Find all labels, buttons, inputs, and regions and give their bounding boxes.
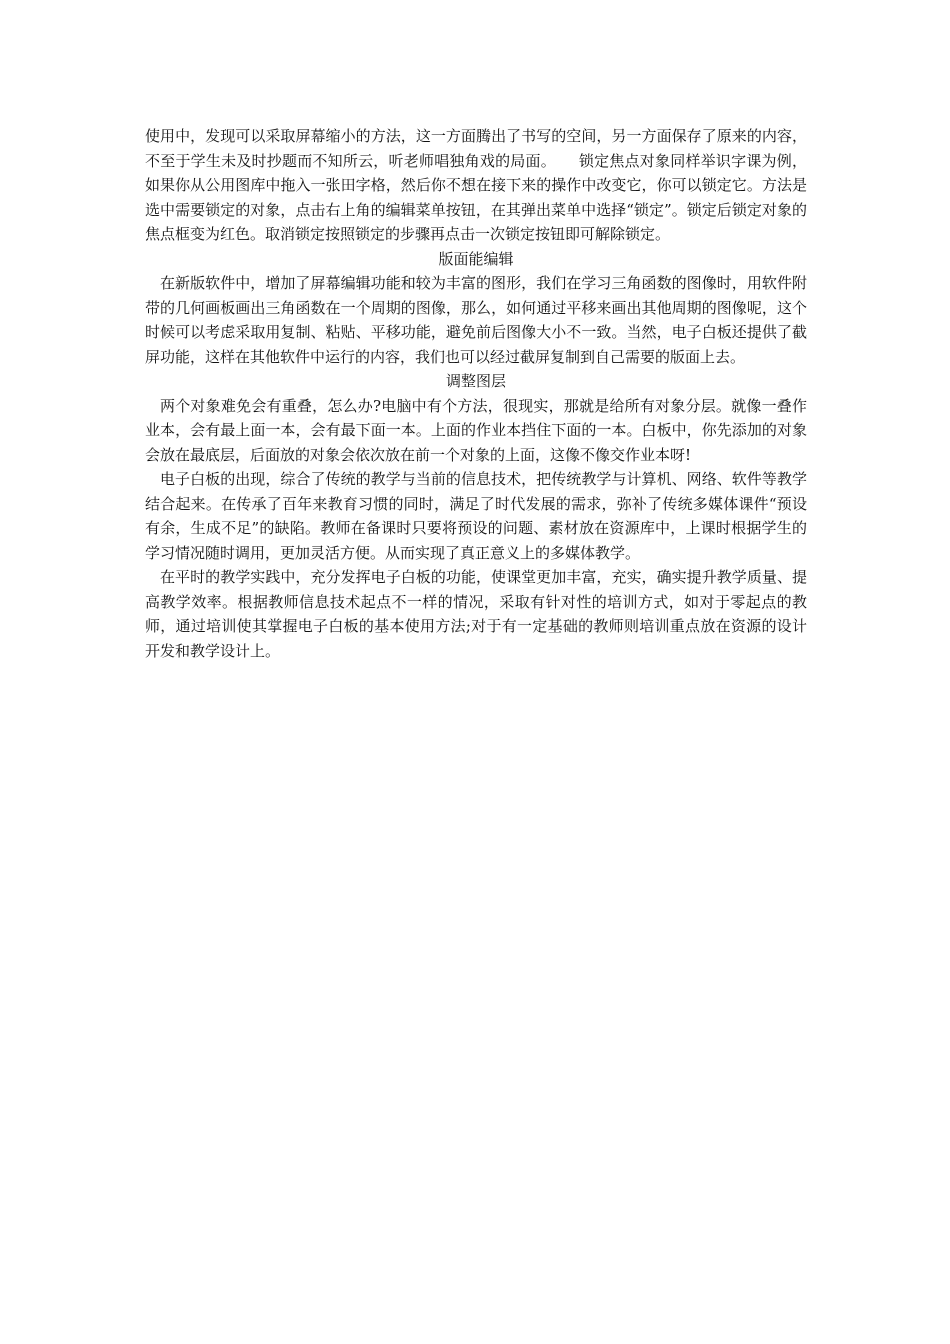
paragraph-adjust-layers: 两个对象难免会有重叠，怎么办?电脑中有个方法，很现实，那就是给所有对象分层。就像一叠作业本，会有最上面一本，会有最下面一本。上面的作业本挡住下面的一本。白板中，你先添加的对象会放在最底层，后面放的对象会依次放在前一个对象的上面，这像不像交作业本呀! [145, 396, 807, 464]
paragraph-lock-focus: 使用中，发现可以采取屏幕缩小的方法，这一方面腾出了书写的空间，另一方面保存了原来的内容，不至于学生未及时抄题而不知所云，听老师唱独角戏的局面。 锁定焦点对象同样举识字课为例，如果你从公用图库中拖入一张田字格，然后你不想在接下来的操作中改变它，你可以锁定它。方法是选中需要锁定的对象，点击右上角的编辑菜单按钮，在其弹出菜单中选择“锁定”。锁定后锁定对象的焦点框变为红色。取消锁定按照锁定的步骤再点击一次锁定按钮即可解除锁定。 [145, 127, 807, 243]
heading-layout-editing: 版面能编辑 [438, 249, 514, 268]
document-page [145, 124, 807, 663]
paragraph-teaching-practice: 在平时的教学实践中，充分发挥电子白板的功能，使课堂更加丰富，充实，确实提升教学质量、提高教学效率。根据教师信息技术起点不一样的情况，采取有针对性的培训方式，如对于零起点的教师，通过培训使其掌握电子白板的基本使用方法;对于有一定基础的教师则培训重点放在资源的设计开发和教学设计上。 [145, 568, 807, 660]
heading-adjust-layers: 调整图层 [445, 372, 506, 390]
paragraph-whiteboard-emergence: 电子白板的出现，综合了传统的教学与当前的信息技术，把传统教学与计算机、网络、软件等教学结合起来。在传承了百年来教育习惯的同时，满足了时代发展的需求，弥补了传统多媒体课件“预设有余，生成不足”的缺陷。教师在备课时只要将预设的问题、素材放在资源库中，上课时根据学生的学习情况随时调用，更加灵活方便。从而实现了真正意义上的多媒体教学。 [145, 470, 807, 562]
paragraph-layout-editing: 在新版软件中，增加了屏幕编辑功能和较为丰富的图形，我们在学习三角函数的图像时，用软件附带的几何画板画出三角函数在一个周期的图像，那么，如何通过平移来画出其他周期的图像呢，这个时候可以考虑采取用复制、粘贴、平移功能，避免前后图像大小不一致。当然，电子白板还提供了截屏功能，这样在其他软件中运行的内容，我们也可以经过截屏复制到自己需要的版面上去。 [145, 274, 807, 366]
